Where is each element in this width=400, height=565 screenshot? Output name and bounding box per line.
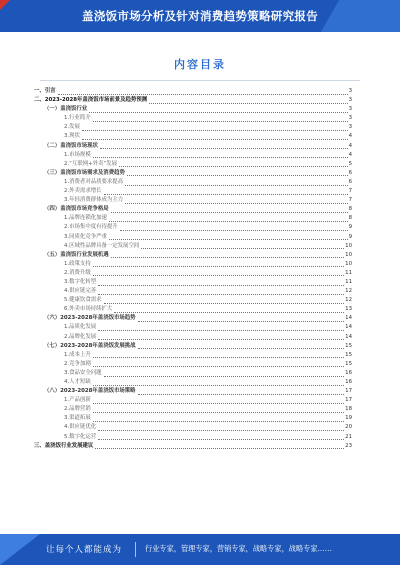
toc-entry-label: 2.市场集中度有待提升 [64,224,118,231]
toc-entry-page: 14 [345,333,352,340]
toc-entry-label: 2.竞争加剧 [64,360,91,367]
toc-entry-page: 7 [348,197,352,204]
toc-entry-page: 6 [348,169,352,176]
toc-entry[interactable] [34,105,352,114]
toc-leader-dots [138,388,345,395]
toc-entry-page: 12 [345,288,352,295]
toc-entry-label: 3.年轻消费群体成为主力 [64,197,124,204]
toc-entry-label: 1.成本上升 [64,351,91,358]
toc-entry-label: 2.“互联网+外卖”发展 [64,160,117,167]
toc-entry-label: 2.发展 [64,124,80,131]
footer-divider [135,542,136,557]
toc-entry-page: 11 [345,278,352,285]
toc-entry-label: 2.消费升级 [64,269,91,276]
toc-entry-page: 7 [348,188,352,195]
toc-entry[interactable] [34,305,352,314]
toc-entry[interactable] [34,269,352,278]
toc-entry-page: 9 [348,224,352,231]
toc-heading: 内容目录 [174,58,226,71]
toc-leader-dots [138,315,345,322]
toc-entry-page: 3 [348,115,352,122]
toc-leader-dots [127,169,348,176]
report-title: 盖浇饭市场分析及针对消费趋势策略研究报告 [82,9,318,23]
toc-entry[interactable] [34,396,352,405]
toc-entry[interactable] [34,132,352,141]
toc-leader-dots [138,342,345,349]
toc-entry[interactable] [34,360,352,369]
toc-entry[interactable] [34,242,352,251]
toc-leader-dots [95,442,344,449]
toc-entry-label: 三、盖浇饭行业发展建议 [34,442,94,449]
toc-entry-label: 4.供应链优化 [64,424,97,431]
toc-entry-label: 3.渠道拓展 [64,415,91,422]
toc-leader-dots [125,197,348,204]
toc-entry-page: 4 [348,142,352,149]
toc-entry-label: （二）盖浇饭市场现状 [44,142,98,149]
toc-entry[interactable] [34,369,352,378]
toc-entry-page: 4 [348,151,352,158]
toc-entry-page: 5 [348,160,352,167]
toc-entry[interactable] [34,178,352,187]
toc-entry-label: （八）2023-2028年盖浇饭市场策略 [44,388,136,395]
toc-entry-label: 3.现状 [64,133,80,140]
toc-entry[interactable] [34,123,352,132]
toc-entry-page: 3 [348,106,352,113]
toc-entry-label: 5.健康饮食需求 [64,297,102,304]
toc-leader-dots [114,306,344,313]
toc-entry-page: 20 [345,424,352,431]
toc-entry[interactable] [34,351,352,360]
toc-leader-dots [149,97,347,104]
toc-entry-page: 10 [345,242,352,249]
toc-entry[interactable] [34,233,352,242]
toc-leader-dots [93,260,344,267]
toc-entry-label: 4.区域性品牌具备一定发展空间 [64,242,140,249]
toc-entry-label: 1.品质化发展 [64,324,97,331]
toc-leader-dots [120,224,348,231]
toc-leader-dots [98,279,344,286]
toc-entry-label: （七）2023-2028年盖浇饭发展挑战 [44,342,136,349]
toc-leader-dots [125,179,348,186]
toc-entry-page: 23 [345,442,352,449]
toc-leader-dots [98,433,344,440]
toc-entry[interactable] [34,287,352,296]
toc-entry-label: （三）盖浇饭市场需求及消费趋势 [44,169,125,176]
toc-entry-page: 15 [345,360,352,367]
toc-entry-page: 4 [348,133,352,140]
toc-leader-dots [98,333,344,340]
toc-leader-dots [141,242,344,249]
footer-accent [0,534,40,565]
toc-entry[interactable] [34,342,352,351]
toc-entry-page: 10 [345,251,352,258]
toc-entry-page: 3 [348,124,352,131]
toc-leader-dots [93,397,344,404]
toc-leader-dots [109,233,348,240]
toc-leader-dots [93,151,348,158]
toc-entry-page: 17 [345,397,352,404]
toc-entry[interactable] [34,387,352,396]
toc-leader-dots [111,251,344,258]
toc-leader-dots [82,124,348,131]
toc-entry-label: 3.食品安全问题 [64,369,102,376]
toc-leader-dots [89,106,347,113]
toc-entry-label: 1.品牌连锁化加速 [64,215,107,222]
toc-entry[interactable] [34,169,352,178]
toc-entry[interactable] [34,87,352,96]
toc-leader-dots [98,424,344,431]
toc-entry-label: 1.行业简介 [64,115,91,122]
toc-entry-page: 16 [345,369,352,376]
toc-entry[interactable] [34,142,352,151]
toc-entry[interactable] [34,260,352,269]
toc-entry-label: （一）盖浇饭行业 [44,106,88,113]
toc-entry-label: 3.同质化竞争严重 [64,233,107,240]
toc-entry-page: 21 [345,433,352,440]
toc-entry-label: 5.数字化运营 [64,433,97,440]
toc-leader-dots [93,269,344,276]
toc-entry[interactable] [34,314,352,323]
toc-leader-dots [93,406,344,413]
toc-leader-dots [111,206,348,213]
toc-entry-page: 8 [348,206,352,213]
toc-leader-dots [93,351,344,358]
toc-entry-page: 11 [345,269,352,276]
toc-entry-page: 8 [348,215,352,222]
header-banner [0,0,400,32]
toc-entry-page: 14 [345,315,352,322]
toc-entry-page: 6 [348,178,352,185]
toc-entry[interactable] [34,423,352,432]
toc-entry[interactable] [34,333,352,342]
toc-leader-dots [98,288,344,295]
footer-tagline: 行业专家，管理专家，营销专家，战略专家，战略专家…… [145,544,332,553]
toc-entry[interactable] [34,214,352,223]
toc-entry[interactable] [34,433,352,442]
toc-entry-page: 16 [345,379,352,385]
toc-entry-page: 3 [348,97,352,104]
toc-entry[interactable] [34,96,352,105]
toc-leader-dots [109,215,348,222]
toc-entry-label: 1.市场规模 [64,151,91,158]
toc-entry-label: 1.政策支持 [64,260,91,267]
toc-entry-page: 15 [345,351,352,358]
toc-entry[interactable] [34,296,352,305]
toc-entry[interactable] [34,278,352,287]
toc-entry[interactable] [34,251,352,260]
toc-leader-dots [82,133,348,140]
toc-leader-dots [104,188,348,195]
toc-entry-page: 9 [348,233,352,240]
toc-entry[interactable] [34,223,352,232]
toc-entry-page: 10 [345,260,352,267]
toc-leader-dots [93,415,344,422]
toc-entry[interactable] [34,414,352,423]
toc-entry-label: 4.供应链完善 [64,288,97,295]
table-of-contents [34,87,352,451]
toc-entry[interactable] [34,151,352,160]
toc-leader-dots [104,297,345,304]
toc-entry-page: 14 [345,324,352,331]
toc-entry-page: 15 [345,342,352,349]
footer-banner [0,534,400,565]
toc-entry[interactable] [34,196,352,205]
toc-leader-dots [100,142,348,149]
toc-entry-label: 2.品牌营销 [64,406,91,413]
toc-leader-dots [58,88,348,95]
toc-entry[interactable] [34,405,352,414]
toc-entry-label: 6.外卖市场持续扩大 [64,306,113,313]
toc-entry-label: 4.人才短缺 [64,379,91,385]
toc-leader-dots [93,360,344,367]
footer-slogan: 让每个人都能成为 [46,545,123,555]
toc-leader-dots [93,115,348,122]
toc-entry[interactable] [34,205,352,214]
toc-leader-dots [119,160,348,167]
toc-entry-label: 3.数字化转型 [64,278,97,285]
toc-leader-dots [104,370,345,377]
toc-entry[interactable] [34,442,352,451]
toc-leader-dots [98,324,344,331]
toc-leader-dots [93,379,344,386]
toc-entry[interactable] [34,160,352,169]
toc-entry-label: 2.外卖需求增长 [64,188,102,195]
toc-entry[interactable] [34,187,352,196]
toc-entry-label: 一、引言 [34,88,56,94]
toc-entry-label: 1.消费者对品质要求提高 [64,178,124,185]
toc-entry-label: 二、2023-2028年盖浇饭市场前景及趋势预测 [34,97,148,104]
toc-entry[interactable] [34,378,352,387]
toc-entry-label: 1.产品创新 [64,397,91,404]
toc-entry-label: （四）盖浇饭市场竞争格局 [44,206,109,213]
toc-entry-page: 13 [345,306,352,313]
toc-entry[interactable] [34,114,352,123]
toc-entry-page: 3 [348,88,352,94]
toc-entry-label: （六）2023-2028年盖浇饭市场趋势 [44,315,136,322]
toc-entry-page: 17 [345,388,352,395]
toc-entry[interactable] [34,323,352,332]
toc-entry-label: （五）盖浇饭行业发展机遇 [44,251,109,258]
toc-entry-page: 18 [345,406,352,413]
toc-entry-page: 19 [345,415,352,422]
toc-divider [40,80,360,81]
toc-entry-page: 12 [345,297,352,304]
toc-entry-label: 2.品牌化发展 [64,333,97,340]
